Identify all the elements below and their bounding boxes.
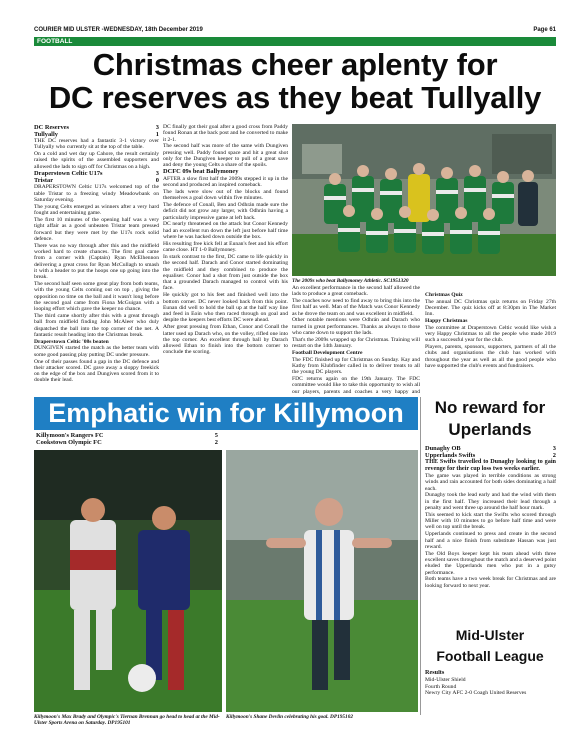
match-photo-2-image: [226, 450, 418, 712]
paragraph: The third came shortly after this with a great through ball from midfield finding John McAleer who duly dispatched the ball into the top corner of the net. A fantastic result heading into the Christmas break.: [34, 312, 159, 338]
paragraph: DC nearly threatened on the attack but Conor Kennedy had an excellent run down the left just before half time where he was hacked down outside the box.: [163, 221, 288, 241]
subheading: Draperstown Celtic '08s beaten: [34, 338, 109, 345]
paragraph: An excellent performance in the second half allowed the lads to produce a great comeback.: [292, 285, 420, 298]
league-headline: Mid-Ulster Football League: [436, 627, 544, 664]
page-header: [34, 27, 556, 36]
result-line: DC Reserves 3: [34, 124, 159, 131]
paragraph: The defence of Conall, Ben and Odhrán made sure the deficit did not grow any larger, with Odhrán having a particularly impressive game at left back.: [163, 202, 288, 221]
paragraph: He quickly got to his feet and finished well into the bottom corner. DC never looked back from this point. Eunan did well to hold the ball up at the half way line and feed in Eoin who then raced through on goal and despite the keepers best efforts DC were ahead.: [163, 292, 288, 324]
paragraph: The annual DC Christmas quiz returns on Friday 27th December. The quiz kicks off at 8:30pm in The Market Inn.: [425, 298, 556, 318]
subheading: DCFC 09s beat Ballymoney: [163, 168, 239, 176]
uperlands-headline: No reward for Uperlands: [434, 398, 546, 439]
league-results: [425, 670, 556, 715]
paragraph: Upperlands continued to press and create in the second half and a nice finish from substitute Hassan was just reward.: [425, 531, 556, 550]
paragraph: There was no way through after this and the midfield worked hard to create chances. The first goal came from a corner with (Captain) Ryan McElhennon delivering a great cross for Ryan McCullagh to smash it with a header to put the hoops one up going into the break.: [34, 242, 159, 281]
result-line: Draperstown Celtic U17s 3: [34, 170, 159, 178]
killymoon-headline: Emphatic win for Killymoon: [34, 397, 418, 430]
subheading: Christmas Quiz: [425, 291, 463, 298]
result-line: Tristar 0: [34, 177, 159, 185]
paragraph: The coaches now need to find away to bring this into the first half as well. Man of the Match was Conor Kennedy as he drove the team on and was excellent in midfield.: [292, 298, 420, 317]
paragraph: The second half seen some great play from both teams, with the young Celts coming out on top , giving the opposition no time on the ball and it wasn't long before the second goal came from Fiona McGuigan with a looping effort which gave the keeper no chance.: [34, 280, 159, 313]
paragraph: Other notable mentions were Odhrán and Darach who turned in great performances. Thanks as always to those who came down to support the lads.: [292, 317, 420, 337]
match-photo-1-caption: Killymoon's Max Brady and Olympic's Tiernan Brennan go head to head at the Mid-Ulster Sports Arena on Saturday. DP195101: [34, 714, 220, 726]
paragraph: THE DC reserves had a fantastic 3-1 victory over Tullyally who currently sit at the top of the table.: [34, 138, 159, 151]
paragraph: This seemed to kick start the Swifts who scored through Miller with 10 minutes to go before half time and were well on top until the break.: [425, 511, 556, 531]
section-label: FOOTBALL: [34, 37, 556, 46]
page-number: Page 61: [533, 27, 556, 33]
paragraph: FDC returns again on the 19th January. The FDC committee would like to take this opportunity to wish all our players, parents and coaches a very happy and: [292, 376, 420, 395]
paragraph: The committee at Draperstown Celtic would like wish a very Happy Christmas to all the people who made 2019 such a successful year for the club.: [425, 324, 556, 344]
team-photo-image: [292, 124, 556, 276]
killymoon-result: Killymoon's Rangers FC 5 Cookstown Olympic FC 2: [36, 432, 218, 446]
subheading: Football Development Centre: [292, 349, 363, 356]
paragraph: That's the 2009s wrapped up for Christmas. Training will restart on the 14th January.: [292, 336, 420, 350]
paragraph: DRAPERSTOWN Celtic U17s welcomed top of the table Tristar to a freezing windy Meadowbank on Saturday evening.: [34, 184, 159, 204]
paragraph: One of their passes found a gap in the DC defence and their attacker scored. DC gave away a sloppy freekick on the edge of the box and Dungiven scored from it to double their lead.: [34, 358, 159, 384]
team-photo-caption: The 2009s who beat Ballymoney Athletic. SC1951320: [292, 278, 409, 284]
paragraph: The first 10 minutes of the opening half was a very tight affair as a good unbeaten Tristar team pressed forward but they were met by the U17s rock solid defence.: [34, 216, 159, 242]
main-story-column-3: [292, 285, 420, 395]
lede: THE Swifts travelled to Dunaghy looking to gain revenge for their cup loss two weeks earlier.: [425, 458, 556, 472]
paragraph: Players, parents, sponsors, supporters, partners of all the clubs and organisations the club has worked with throughout the year as well as all the good people who have supported the club's events and fundraisers.: [425, 344, 556, 370]
main-headline: [34, 48, 556, 114]
paragraph: DUNGIVEN started the match as the better team with some good passing play putting DC under pressure.: [34, 345, 159, 358]
results-line: Fourth Round: [425, 683, 457, 690]
paragraph: His resulting free kick fell at Eunan's feet and his effort came close. HT 1-0 Ballymoney.: [163, 240, 288, 254]
paragraph: On a cold and wet day up Cahore, the result certainly raised the spirits of the assembled supporters and allowed the lads to sign off for Christmas on a high.: [34, 151, 159, 170]
paragraph: The game was played in terrible conditions as strong winds and rain accounted for both sides dominating a half each.: [425, 473, 556, 492]
result-line: Upperlands Swifts 2: [425, 452, 556, 459]
main-story-column-1: [34, 124, 159, 395]
paragraph: The FDC finished up for Christmas on Sunday. Kay and Kathy from Klubfinder called in to deliver treats to all the young DC players.: [292, 356, 420, 376]
paragraph: Dunaghy took the lead early and had the wind with them in the first half. They increased their lead through a penalty and went three up around the half hour mark.: [425, 492, 556, 512]
result-line: Dunaghy OB 3: [425, 445, 556, 452]
uperlands-story: [425, 445, 556, 623]
paragraph: Both teams have a two week break for Christmas and are looking forward to next year.: [425, 576, 556, 589]
paragraph: The Old Boys keeper kept his team ahead with three excellent saves throughout the match and a deserved point eluded the Upperlands men who put in a gutsy performance.: [425, 550, 556, 576]
match-photo-1: [34, 450, 222, 712]
match-photo-2-caption: Killymoon's Shane Devlin celebrating his goal. DP195102: [226, 714, 353, 720]
result-line: Tullyally 1: [34, 131, 159, 138]
results-label: Results: [425, 670, 445, 676]
subheading: Happy Christmas: [425, 317, 468, 324]
paragraph: In stark contrast to the first, DC came to life quickly in the second half. Darach and Conor started dominating the midfield and they combined to produce the equaliser. Conor had a shot from just outside the box that a grounded Darach managed to control with his face.: [163, 253, 288, 292]
paragraph: AFTER a slow first half the 2009s stepped it up in the second and produced an inspired comeback.: [163, 175, 288, 189]
team-photo: [292, 124, 556, 276]
results-line: Newry City AFC 2-0 Coagh United Reserves: [425, 690, 527, 697]
paragraph: The lads were slow out of the blocks and found themselves a goal down within five minutes.: [163, 188, 288, 202]
paragraph: The young Celts emerged as winners after a very hard fought and entertaining game.: [34, 203, 159, 217]
paragraph: [425, 285, 556, 291]
publication-line: COURIER MID ULSTER -WEDNESDAY, 18th December 2019: [34, 27, 203, 33]
main-story-column-4: [425, 285, 556, 395]
paragraph: The second half was more of the same with Dungiven pressing well. Paddy found space and hit a great shot only for the Dungiven keeper to pull of a great save and deny the young Celts a share of the spoils.: [163, 143, 288, 169]
match-photo-2: [226, 450, 418, 712]
main-story-column-2: [163, 124, 288, 395]
paragraph: DC finally got their goal after a good cross from Paddy found Ronan at the back post and he converted to make it 2-1.: [163, 124, 288, 143]
main-headline-line-1: Christmas cheer aplenty for: [92, 47, 498, 82]
main-headline-line-2: DC reserves as they beat Tullyally: [48, 80, 542, 115]
column-divider: [420, 397, 421, 715]
paragraph: After great pressing from Ethan, Conor and Conall the latter used up Darach who, on the volley, rifled one into the top corner. An excellent through ball by Darach allowed Ethan to finish into the bottom corner to conclude the scoring.: [163, 324, 288, 356]
results-line: Mid-Ulster Shield: [425, 676, 466, 683]
match-photo-1-image: [34, 450, 222, 712]
